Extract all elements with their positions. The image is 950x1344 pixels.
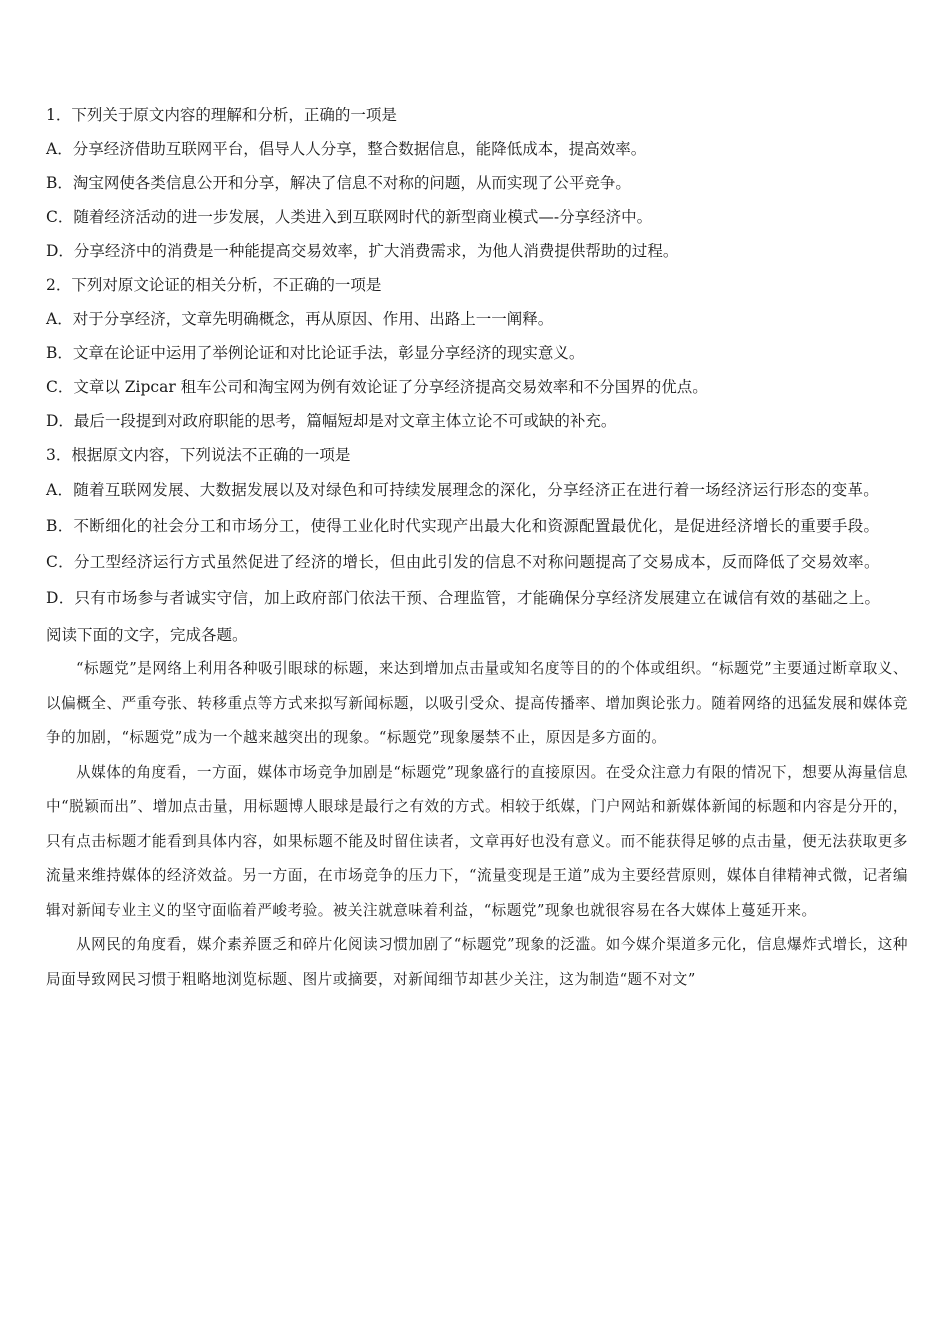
question-1-option-b: B．淘宝网使各类信息公开和分享，解决了信息不对称的问题，从而实现了公平竞争。	[46, 174, 631, 192]
question-3-option-d: D．只有市场参与者诚实守信，加上政府部门依法干预、合理监管，才能确保分享经济发展建立在诚信有效的基础之上。	[46, 589, 881, 607]
question-2-option-a: A．对于分享经济，文章先明确概念，再从原因、作用、出路上一一阐释。	[46, 310, 554, 328]
question-1-option-d: D．分享经济中的消费是一种能提高交易效率，扩大消费需求，为他人消费提供帮助的过程。	[46, 242, 679, 260]
question-3-option-a: A．随着互联网发展、大数据发展以及对绿色和可持续发展理念的深化，分享经济正在进行着一场经济运行形态的变革。	[46, 481, 880, 499]
question-3-stem: 3．根据原文内容，下列说法不正确的一项是	[46, 446, 351, 464]
question-2-stem: 2．下列对原文论证的相关分析，不正确的一项是	[46, 276, 382, 294]
question-1-option-a: A．分享经济借助互联网平台，倡导人人分享，整合数据信息，能降低成本，提高效率。	[46, 140, 647, 158]
question-3-option-c: C．分工型经济运行方式虽然促进了经济的增长，但由此引发的信息不对称问题提高了交易成本，反而降低了交易效率。	[46, 553, 880, 571]
passage-paragraph-2: 从媒体的角度看，一方面，媒体市场竞争加剧是“标题党”现象盛行的直接原因。在受众注意力有限的情况下，想要从海量信息中“脱颖而出”、增加点击量，用标题博人眼球是最行之有效的方式。相较于纸媒，门户网站和新媒体新闻的标题和内容是分开的，只有点击标题才能看到具体内容，如果标题不能及时留住读者，文章再好也没有意义。而不能获得足够的点击量，便无法获取更多流量来维持媒体的经济效益。另一方面，在市场竞争的压力下，“流量变现是王道”成为主要经营原则，媒体自律精神式微，记者编辑对新闻专业主义的坚守面临着严峻考验。被关注就意味着利益，“标题党”现象也就很容易在各大媒体上蔓延开来。	[46, 763, 908, 919]
reading-intro: 阅读下面的文字，完成各题。	[46, 626, 248, 644]
question-2-option-c: C．文章以 Zipcar 租车公司和淘宝网为例有效论证了分享经济提高交易效率和不分国界的优点。	[46, 378, 708, 396]
passage-paragraph-3: 从网民的角度看，媒介素养匮乏和碎片化阅读习惯加剧了“标题党”现象的泛滥。如今媒介渠道多元化，信息爆炸式增长，这种局面导致网民习惯于粗略地浏览标题、图片或摘要，对新闻细节却甚少关注，这为制造“题不对文”	[46, 936, 908, 988]
passage-paragraph-1: “标题党”是网络上利用各种吸引眼球的标题，来达到增加点击量或知名度等目的的个体或组织。“标题党”主要通过断章取义、以偏概全、严重夸张、转移重点等方式来拟写新闻标题，以吸引受众、提高传播率、增加舆论张力。随着网络的迅猛发展和媒体竞争的加剧，“标题党”成为一个越来越突出的现象。“标题党”现象屡禁不止，原因是多方面的。	[46, 660, 908, 746]
document-page	[46, 98, 908, 997]
question-1-option-c: C．随着经济活动的进一步发展，人类进入到互联网时代的新型商业模式—-分享经济中。	[46, 208, 653, 226]
question-3-option-b: B．不断细化的社会分工和市场分工，使得工业化时代实现产出最大化和资源配置最优化，是促进经济增长的重要手段。	[46, 517, 880, 535]
question-2-option-b: B．文章在论证中运用了举例论证和对比论证手法，彰显分享经济的现实意义。	[46, 344, 585, 362]
question-1-stem: 1．下列关于原文内容的理解和分析，正确的一项是	[46, 106, 397, 124]
question-2-option-d: D．最后一段提到对政府职能的思考，篇幅短却是对文章主体立论不可或缺的补充。	[46, 412, 617, 430]
